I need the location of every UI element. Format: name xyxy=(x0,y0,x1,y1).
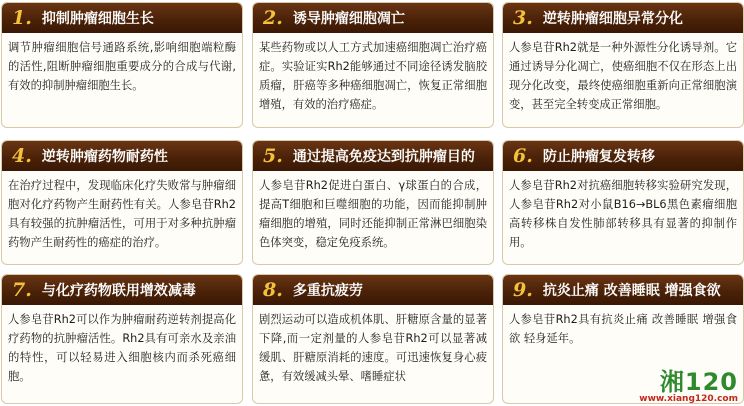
card-4-body: 在治疗过程中，发现临床化疗失败常与肿瘤细胞对化疗药物产生耐药性有关。人参皂苷Rh2具有较强的抗肿瘤活性，可用于对多种抗肿瘤药物产生耐药性的癌症的治疗。 xyxy=(8,179,236,249)
card-6-body: 人参皂苷Rh2对抗癌细胞转移实验研究发现，人参皂苷Rh2对小鼠B16→BL6黑色素瘤细胞高转移株自发性肺部转移具有显著的抑制作用。 xyxy=(509,179,737,249)
card-5-header xyxy=(253,141,493,171)
card-3-title: 逆转肿瘤细胞异常分化 xyxy=(542,11,683,27)
card-2-header xyxy=(253,3,493,33)
card-1 xyxy=(1,2,243,128)
logo-url-text: www.xiang120.com xyxy=(639,394,738,404)
card-9-body: 人参皂苷Rh2具有抗炎止痛 改善睡眠 增强食欲 轻身延年。 xyxy=(509,313,737,345)
card-6 xyxy=(502,140,744,265)
card-6-number: 6. xyxy=(513,145,533,167)
card-9-title: 抗炎止痛 改善睡眠 增强食欲 xyxy=(542,283,721,299)
site-logo xyxy=(639,370,738,404)
card-8 xyxy=(252,274,494,404)
card-7-title: 与化疗药物联用增效减毒 xyxy=(41,283,196,299)
card-7-header xyxy=(2,275,242,305)
card-5-title: 通过提高免疫达到抗肿瘤目的 xyxy=(292,149,475,165)
card-7 xyxy=(1,274,243,404)
card-3-header xyxy=(503,3,743,33)
card-3-number: 3. xyxy=(513,7,533,29)
card-8-header xyxy=(253,275,493,305)
card-1-title: 抑制肿瘤细胞生长 xyxy=(41,11,154,27)
card-4-number: 4. xyxy=(12,145,32,167)
card-6-title: 防止肿瘤复发转移 xyxy=(542,149,655,165)
card-5 xyxy=(252,140,494,265)
card-6-header xyxy=(503,141,743,171)
card-8-body: 剧烈运动可以造成机体肌、肝糖原含量的显著下降,而一定剂量的人参皂苷Rh2可以显著减缓肌、肝糖原消耗的速度。可迅速恢复身心疲惫，有效缓减头晕、嗜睡症状 xyxy=(259,313,487,383)
card-4 xyxy=(1,140,243,265)
card-4-title: 逆转肿瘤药物耐药性 xyxy=(41,149,168,165)
card-2-title: 诱导肿瘤细胞凋亡 xyxy=(292,11,405,27)
card-1-body: 调节肿瘤细胞信号通路系统,影响细胞端粒酶的活性,阻断肿瘤细胞重要成分的合成与代谢,有效的抑制肿瘤细胞生长。 xyxy=(8,41,236,92)
card-2-number: 2. xyxy=(263,7,283,29)
card-3 xyxy=(502,2,744,128)
card-7-number: 7. xyxy=(12,279,32,301)
card-8-title: 多重抗疲劳 xyxy=(292,283,363,299)
card-5-body: 人参皂苷Rh2促进白蛋白、γ球蛋白的合成，提高T细胞和巨噬细胞的功能，因而能抑制肿瘤细胞的增殖，同时还能抑制正常淋巴细胞染色体突变，稳定免疫系统。 xyxy=(259,179,487,249)
card-9-number: 9. xyxy=(513,279,533,301)
card-5-number: 5. xyxy=(263,145,283,167)
card-2 xyxy=(252,2,494,128)
card-1-header xyxy=(2,3,242,33)
logo-main-text: 湘120 xyxy=(659,368,738,396)
card-9-header xyxy=(503,275,743,305)
card-8-number: 8. xyxy=(263,279,283,301)
card-3-body: 人参皂苷Rh2就是一种外源性分化诱导剂。它通过诱导分化凋亡，使癌细胞不仅在形态上出现分化改变，最终使癌细胞重新向正常细胞演变，甚至完全转变成正常细胞。 xyxy=(509,41,737,111)
card-1-number: 1. xyxy=(12,7,32,29)
card-4-header xyxy=(2,141,242,171)
card-2-body: 某些药物或以人工方式加速癌细胞凋亡治疗癌症。实验证实Rh2能够通过不同途径诱发脑胶质瘤，肝癌等多种癌细胞凋亡，恢复正常细胞增殖，有效的治疗癌症。 xyxy=(259,41,487,111)
card-7-body: 人参皂苷Rh2可以作为肿瘤耐药逆转剂提高化疗药物的抗肿瘤活性。Rh2具有可亲水及亲油的特性，可以轻易进入细胞核内而杀死癌细胞。 xyxy=(8,313,236,383)
